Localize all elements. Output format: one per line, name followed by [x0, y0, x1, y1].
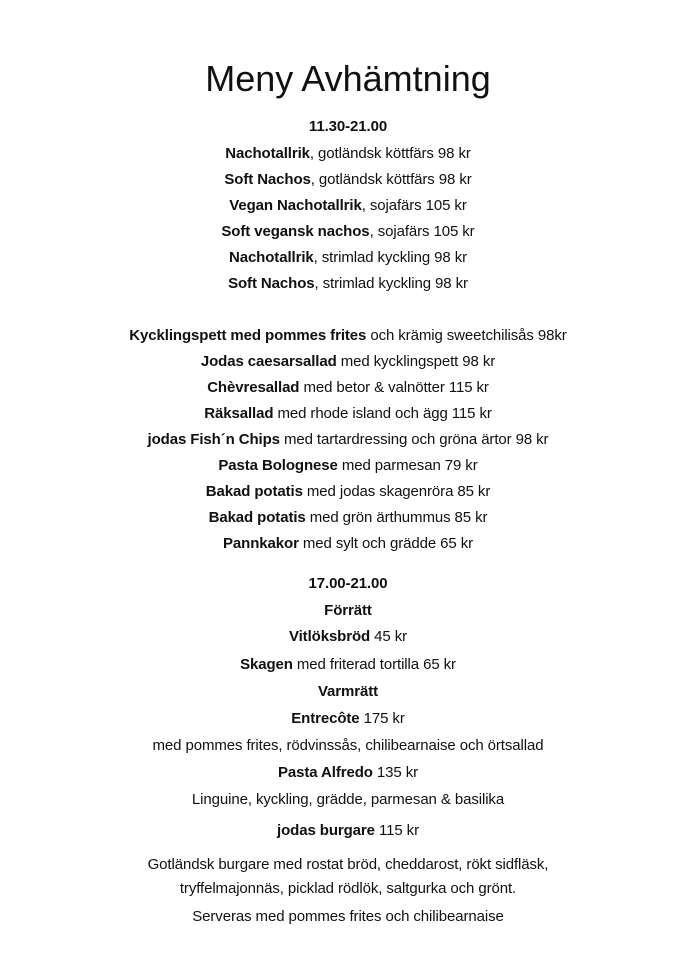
item-name: Chèvresallad [207, 379, 300, 396]
item-subtext: Serveras med pommes frites och chilibearnaise [192, 908, 504, 925]
item-desc: , strimlad kyckling 98 kr [313, 249, 468, 266]
item-desc: , sojafärs 105 kr [361, 197, 467, 214]
item-name: Kycklingspett med pommes frites [129, 327, 367, 344]
item-desc: med sylt och grädde 65 kr [298, 535, 473, 552]
item-name: Pannkakor [223, 535, 299, 552]
item-name: jodas Fish´n Chips [147, 431, 280, 448]
item-name: Vitlöksbröd [288, 628, 371, 645]
menu-item [0, 763, 696, 783]
item-subtext: med pommes frites, rödvinssås, chilibearnaise och örtsallad [152, 737, 544, 754]
item-subtext: Gotländsk burgare med rostat bröd, cheddarost, rökt sidfläsk, [147, 856, 549, 873]
item-desc: , gotländsk köttfärs 98 kr [310, 171, 472, 188]
item-desc: , sojafärs 105 kr [369, 223, 475, 240]
item-name: Pasta Alfredo [277, 764, 373, 781]
item-desc: med jodas skagenröra 85 kr [302, 483, 491, 500]
item-desc: med kycklingspett 98 kr [336, 353, 496, 370]
menu-item [0, 709, 696, 729]
item-desc: med tartardressing och gröna ärtor 98 kr [279, 431, 549, 448]
menu-item [0, 144, 696, 164]
item-desc: med rhode island och ägg 115 kr [273, 405, 492, 422]
item-name: Nachotallrik [225, 145, 310, 162]
item-name: jodas burgare [277, 822, 375, 839]
menu-item [0, 430, 696, 450]
item-name: Pasta Bolognese [218, 457, 338, 474]
lunch-time-heading: 11.30-21.00 [308, 118, 388, 135]
menu-item [0, 655, 696, 675]
item-name: Räksallad [204, 405, 274, 422]
item-desc: , strimlad kyckling 98 kr [314, 275, 468, 292]
menu-item [0, 456, 696, 476]
menu-item [0, 326, 696, 346]
menu-item [0, 352, 696, 372]
item-name: Skagen [240, 656, 293, 673]
menu-item [0, 170, 696, 190]
item-name: Soft vegansk nachos [221, 223, 370, 240]
item-subtext: tryffelmajonnäs, picklad rödlök, saltgurka och grönt. [179, 880, 517, 897]
item-desc: 115 kr [374, 822, 419, 839]
item-desc: med friterad tortilla 65 kr [292, 656, 456, 673]
menu-item [0, 222, 696, 242]
menu-item [0, 274, 696, 294]
menu-item [0, 248, 696, 268]
item-desc: 45 kr [370, 628, 408, 645]
menu-title: Meny Avhämtning [205, 58, 491, 99]
item-name: Soft Nachos [228, 275, 315, 292]
item-name: Nachotallrik [228, 249, 314, 266]
starter-heading: Förrätt [324, 602, 372, 619]
menu-item [0, 821, 696, 841]
item-name: Jodas caesarsallad [200, 353, 337, 370]
item-name: Soft Nachos [224, 171, 311, 188]
menu-item [0, 508, 696, 528]
menu-item [0, 404, 696, 424]
item-name: Vegan Nachotallrik [229, 197, 362, 214]
item-desc: med betor & valnötter 115 kr [299, 379, 489, 396]
menu-item [0, 378, 696, 398]
item-desc: 175 kr [359, 710, 405, 727]
item-name: Bakad potatis [208, 509, 306, 526]
menu-item [0, 534, 696, 554]
item-name: Entrecôte [291, 710, 360, 727]
item-name: Bakad potatis [205, 483, 303, 500]
item-subtext: Linguine, kyckling, grädde, parmesan & basilika [191, 791, 505, 808]
item-desc: , gotländsk köttfärs 98 kr [309, 145, 471, 162]
menu-item [0, 482, 696, 502]
menu-item [0, 627, 696, 647]
item-desc: med parmesan 79 kr [337, 457, 478, 474]
item-desc: 135 kr [372, 764, 418, 781]
menu-item [0, 196, 696, 216]
item-desc: och krämig sweetchilisås 98kr [366, 327, 567, 344]
item-desc: med grön ärthummus 85 kr [305, 509, 488, 526]
main-course-heading: Varmrätt [317, 683, 379, 700]
evening-time-heading: 17.00-21.00 [308, 575, 388, 592]
